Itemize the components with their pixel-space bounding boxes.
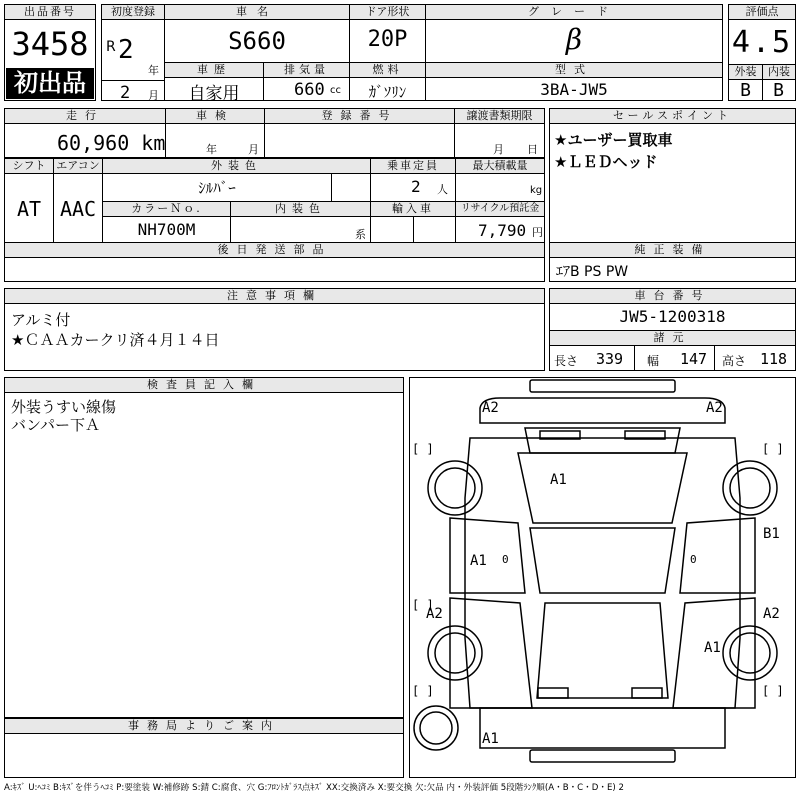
height-label: 高さ: [722, 354, 747, 368]
legend: A:ｷｽﾞ U:ﾍｺﾐ B:ｷｽﾞを伴うﾍｺﾐ P:要塗装 W:補修跡 S:錆 C:腐食、穴 G:ﾌﾛﾝﾄｶﾞﾗｽ点ｷｽﾞ XX:交換済み X:要交換 欠:欠品 内・外装評価 5段階ﾗﾝｸ順(A・B・C・D・E) 2: [4, 783, 624, 793]
recycle-label: リサイクル預託金: [455, 201, 545, 217]
lot-number: 3458: [11, 25, 89, 63]
transfer-label: 譲渡書類期限: [454, 108, 545, 124]
mark-right-rear-low: A1: [704, 640, 721, 656]
equipment-box: [549, 242, 796, 282]
bracket-left-top: [ ]: [412, 442, 434, 456]
mark-right-rear: A2: [763, 606, 780, 622]
first-reg-month: 2: [120, 83, 131, 103]
bracket-right-top: [ ]: [762, 442, 784, 456]
mileage-value: 60,960 km: [57, 131, 166, 155]
first-reg-year: 2: [118, 35, 134, 65]
color-no-label: カラーＮｏ.: [102, 201, 231, 217]
recycle-unit: 円: [532, 226, 543, 239]
import-label: 輸入車: [370, 201, 456, 217]
inspector-line-2: バンパー下Ａ: [11, 416, 100, 434]
chassis-label: 車台番号: [549, 288, 796, 304]
mark-right-door: B1: [763, 526, 780, 542]
notes-label: 注意事項欄: [4, 288, 545, 304]
car-name-box: [164, 4, 350, 63]
recycle-value: 7,790: [478, 221, 527, 240]
max-load-box: [455, 158, 545, 202]
dims-label: 諸元: [549, 330, 796, 346]
length-value: 339: [596, 350, 624, 368]
inspector-box: [4, 377, 404, 718]
sales-point-1: ★ユーザー買取車: [554, 131, 673, 149]
model-box: [425, 62, 723, 101]
fuel-label: 燃料: [349, 62, 426, 78]
max-load-unit: kg: [530, 185, 543, 196]
score-box: [728, 4, 796, 101]
history-box: [164, 62, 264, 104]
door-value: 20P: [367, 27, 408, 52]
inspection-year-unit: 年: [206, 143, 217, 156]
color-no-value: NH700M: [137, 220, 196, 239]
score-value: 4.5: [731, 25, 793, 60]
mark-front-left: A2: [482, 400, 499, 416]
int-color-unit: 系: [355, 228, 366, 241]
mileage-box: [4, 108, 166, 158]
equipment-label: 純正装備: [549, 242, 796, 258]
int-color-label: 内装色: [230, 201, 371, 217]
color-no-box: [102, 201, 231, 243]
aircon-label: エアコン: [53, 158, 103, 174]
mark-bonnet: A1: [550, 472, 567, 488]
mark-rear-bumper: A1: [482, 731, 499, 747]
car-outline: [410, 378, 795, 777]
transfer-day-unit: 日: [527, 143, 538, 156]
score-label: 評価点: [728, 4, 796, 20]
grade-label: グレード: [425, 4, 723, 20]
first-reg-month-unit: 月: [148, 89, 159, 102]
interior-score-label: 内装: [762, 64, 796, 80]
max-load-label: 最大積載量: [455, 158, 545, 174]
inspection-month-unit: 月: [248, 143, 259, 156]
capacity-box: [370, 158, 456, 202]
ext-color-value: ｼﾙﾊﾞｰ: [198, 179, 236, 197]
bracket-left-mid: [ ]: [412, 598, 434, 612]
ext-color-box: [102, 158, 371, 202]
aircon-value: AAC: [59, 197, 97, 221]
equipment-value: ｴｱB PS PW: [556, 264, 629, 280]
transfer-month-unit: 月: [493, 143, 504, 156]
capacity-value: 2: [411, 177, 421, 196]
sales-points-label: セールスポイント: [549, 108, 796, 124]
car-name-value: S660: [228, 27, 286, 55]
later-parts-box: [4, 242, 545, 282]
mark-left-door: A1: [470, 553, 487, 569]
model-value: 3BA-JW5: [540, 80, 608, 99]
displacement-label: 排気量: [263, 62, 350, 78]
import-box: [370, 201, 456, 243]
mileage-label: 走行: [4, 108, 166, 124]
lot-box: [4, 4, 96, 101]
inspection-box: [165, 108, 265, 158]
chassis-value: JW5-1200318: [619, 307, 726, 326]
first-reg-era: R: [106, 39, 116, 55]
sales-point-2: ★ＬＥＤヘッド: [554, 153, 658, 171]
mark-left-rear: A2: [426, 606, 443, 622]
mark-left-door-small: 0: [502, 553, 509, 566]
office-box: [4, 718, 404, 778]
fuel-value: ｶﾞｿﾘﾝ: [368, 83, 407, 101]
history-value: 自家用: [188, 84, 240, 104]
door-label: ドア形状: [349, 4, 426, 20]
capacity-label: 乗車定員: [370, 158, 456, 174]
car-diagram: [409, 377, 796, 778]
fuel-box: [349, 62, 426, 101]
exterior-score: B: [740, 80, 751, 101]
height-value: 118: [760, 350, 788, 368]
inspection-label: 車検: [165, 108, 265, 124]
note-line-2: ★ＣＡＡカークリ済４月１４日: [11, 331, 220, 349]
ext-color-label: 外装色: [102, 158, 371, 174]
bracket-left-low: [ ]: [412, 684, 434, 698]
transfer-box: [454, 108, 545, 158]
note-line-1: アルミ付: [11, 311, 71, 329]
first-reg-year-unit: 年: [148, 64, 159, 77]
exterior-score-label: 外装: [728, 64, 763, 80]
reg-number-box: [264, 108, 455, 158]
mark-front-right: A2: [706, 400, 723, 416]
reg-number-label: 登録番号: [264, 108, 455, 124]
history-label: 車歴: [164, 62, 264, 78]
first-listing-badge: 初出品: [6, 68, 94, 99]
office-label: 事務局よりご案内: [4, 718, 404, 734]
later-parts-label: 後日発送部品: [4, 242, 545, 258]
shift-label: シフト: [4, 158, 54, 174]
first-reg-box: [101, 4, 165, 101]
inspector-line-1: 外装うすい線傷: [11, 398, 117, 416]
interior-score: B: [773, 80, 784, 101]
door-box: [349, 4, 426, 63]
inspector-label: 検査員記入欄: [4, 377, 404, 393]
chassis-box: [549, 288, 796, 371]
width-label: 幅: [647, 354, 660, 368]
recycle-box: [455, 201, 545, 243]
sales-points-box: [549, 108, 796, 243]
displacement-box: [263, 62, 350, 101]
displacement-value: 660: [294, 80, 325, 100]
shift-box: [4, 158, 54, 243]
mark-right-door-small: 0: [690, 553, 697, 566]
width-value: 147: [680, 350, 708, 368]
model-label: 型式: [425, 62, 723, 78]
car-name-label: 車名: [164, 4, 350, 20]
displacement-unit: cc: [330, 85, 341, 96]
capacity-unit: 人: [437, 183, 448, 196]
shift-value: AT: [16, 197, 42, 221]
int-color-box: [230, 201, 371, 243]
notes-box: [4, 288, 545, 371]
length-label: 長さ: [554, 354, 579, 368]
bracket-right-low: [ ]: [762, 684, 784, 698]
first-reg-label: 初度登録: [101, 4, 165, 20]
aircon-box: [53, 158, 103, 243]
grade-value: β: [565, 23, 583, 56]
grade-box: [425, 4, 723, 63]
lot-label: 出品番号: [4, 4, 96, 20]
